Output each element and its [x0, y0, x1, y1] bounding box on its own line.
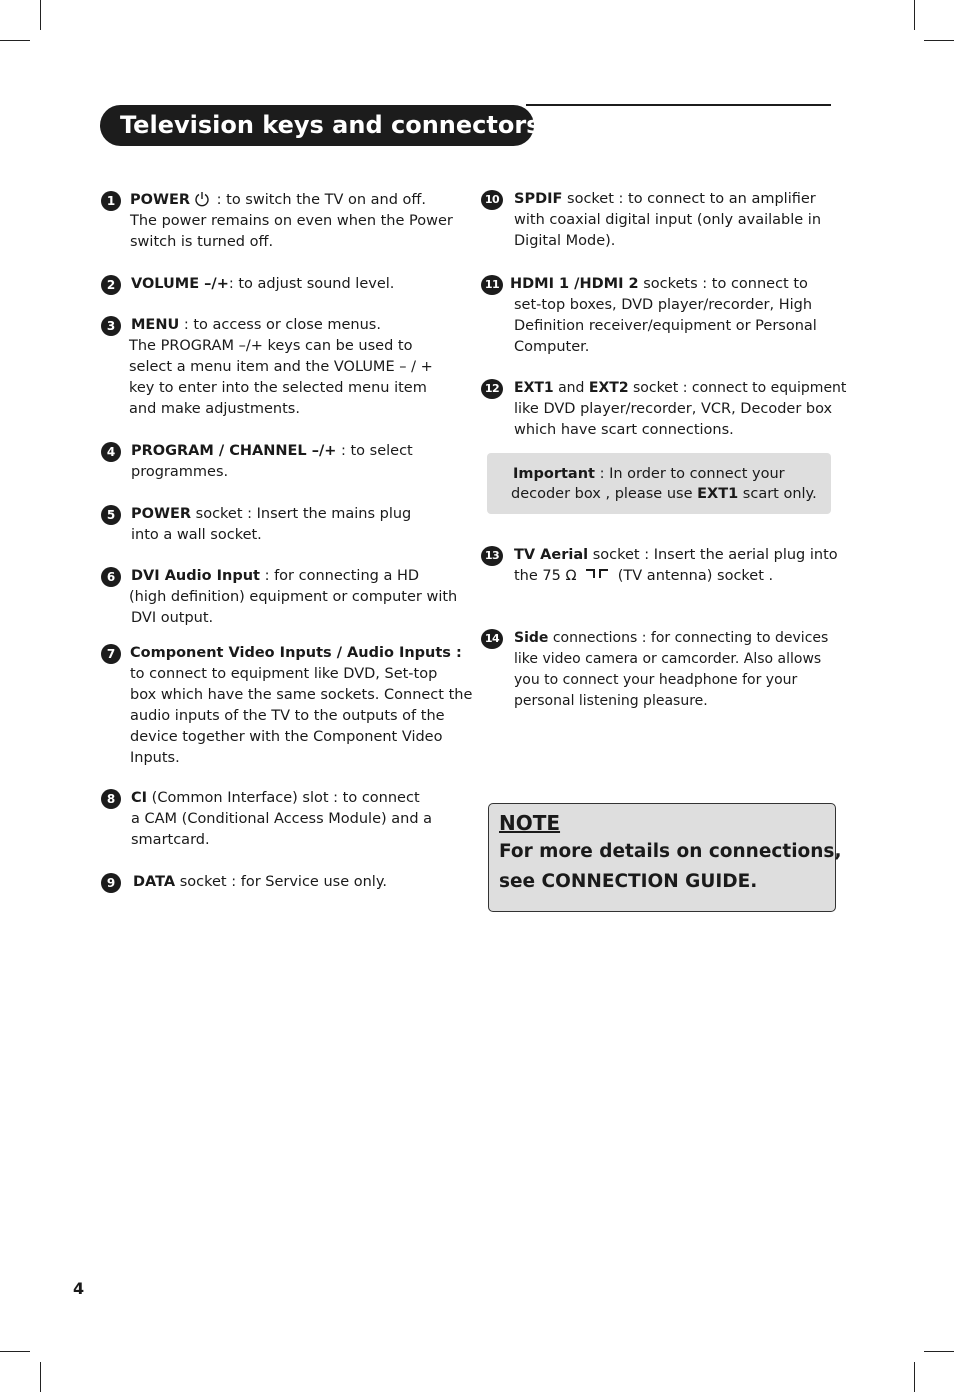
item-label: DVI Audio Input: [131, 568, 260, 584]
item-number: 8: [101, 789, 121, 809]
item-spdif: 10 SPDIF socket : to connect to an amplifier with coaxial digital input (only available in Digital Mode).: [481, 189, 841, 252]
item-label: Side: [514, 630, 549, 646]
item-label: EXT1: [514, 380, 554, 396]
important-note: Important : In order to connect your decoder box , please use EXT1 scart only.: [487, 453, 831, 514]
item-number: 13: [481, 546, 503, 566]
item-label: TV Aerial: [514, 547, 589, 563]
note-box: [488, 803, 842, 912]
note-line: For more details on connections,: [499, 841, 842, 862]
item-program-channel: 4 PROGRAM / CHANNEL –/+ : to select programmes.: [101, 441, 461, 483]
item-label: CI: [131, 790, 148, 806]
crop-mark: [40, 0, 41, 30]
page-number: 4: [73, 1279, 85, 1298]
antenna-icon: [585, 568, 609, 580]
power-icon: [194, 191, 210, 207]
item-dvi-audio: 6 DVI Audio Input : for connecting a HD (high definition) equipment or computer with DVI output.: [101, 566, 461, 629]
item-number: 11: [481, 275, 503, 295]
item-data-socket: 9 DATA socket : for Service use only.: [101, 872, 461, 893]
item-label: POWER: [131, 506, 192, 522]
item-number: 5: [101, 505, 121, 525]
item-ci-slot: 8 CI (Common Interface) slot : to connect a CAM (Conditional Access Module) and a smartcard.: [101, 788, 461, 851]
item-number: 14: [481, 629, 503, 649]
item-menu: 3 MENU : to access or close menus. The PROGRAM –/+ keys can be used to select a menu item and the VOLUME – / + key to enter into the selected menu item and make adjustments.: [101, 315, 461, 420]
crop-mark: [924, 1351, 954, 1352]
item-label-2: EXT2: [588, 380, 629, 396]
note-line: see CONNECTION GUIDE.: [499, 871, 758, 892]
item-number: 9: [101, 873, 121, 893]
item-number: 12: [481, 379, 503, 399]
item-number: 7: [101, 644, 121, 664]
item-power-key: 1 POWER : to switch the TV on and off. The power remains on even when the Power switch is turned off.: [101, 190, 461, 253]
item-label: Component Video Inputs / Audio Inputs :: [130, 645, 462, 661]
crop-mark: [914, 1362, 915, 1392]
item-power-socket: 5 POWER socket : Insert the mains plug into a wall socket.: [101, 504, 461, 546]
crop-mark: [0, 40, 30, 41]
crop-mark: [40, 1362, 41, 1392]
crop-mark: [924, 40, 954, 41]
item-label: POWER: [130, 192, 191, 208]
item-hdmi: 11 HDMI 1 /HDMI 2 sockets : to connect to set-top boxes, DVD player/recorder, High Definition receiver/equipment or Personal Computer.: [481, 274, 841, 358]
item-label: HDMI 1 /HDMI 2: [510, 276, 639, 292]
item-volume: 2 VOLUME –/+: to adjust sound level.: [101, 274, 461, 295]
item-number: 10: [481, 190, 503, 210]
item-label: SPDIF: [514, 191, 563, 207]
item-label: DATA: [133, 874, 176, 890]
note-title: NOTE: [499, 811, 561, 835]
item-label: PROGRAM / CHANNEL –/+: [131, 443, 337, 459]
page-title: Television keys and connectors: [120, 111, 541, 139]
item-number: 2: [101, 275, 121, 295]
item-component-video: 7 Component Video Inputs / Audio Inputs : to connect to equipment like DVD, Set-top box which have the same sockets. Connect the audio inputs of the TV to the outputs of the device together with the Component Video Inputs.: [101, 643, 461, 769]
title-rule: [526, 104, 831, 106]
item-number: 3: [101, 316, 121, 336]
item-label: MENU: [131, 317, 180, 333]
crop-mark: [914, 0, 915, 30]
item-scart: 12 EXT1 and EXT2 socket : connect to equipment like DVD player/recorder, VCR, Decoder box which have scart connections.: [481, 378, 841, 441]
item-tv-aerial: 13 TV Aerial socket : Insert the aerial plug into the 75 Ω (TV antenna) socket .: [481, 545, 841, 587]
crop-mark: [0, 1351, 30, 1352]
item-number: 4: [101, 442, 121, 462]
item-number: 6: [101, 567, 121, 587]
important-label: Important: [513, 466, 595, 482]
item-side-connections: 14 Side connections : for connecting to devices like video camera or camcorder. Also allows you to connect your headphone for your personal listening pleasure.: [481, 628, 841, 712]
item-number: 1: [101, 191, 121, 211]
item-label: VOLUME –/+: [131, 276, 229, 292]
